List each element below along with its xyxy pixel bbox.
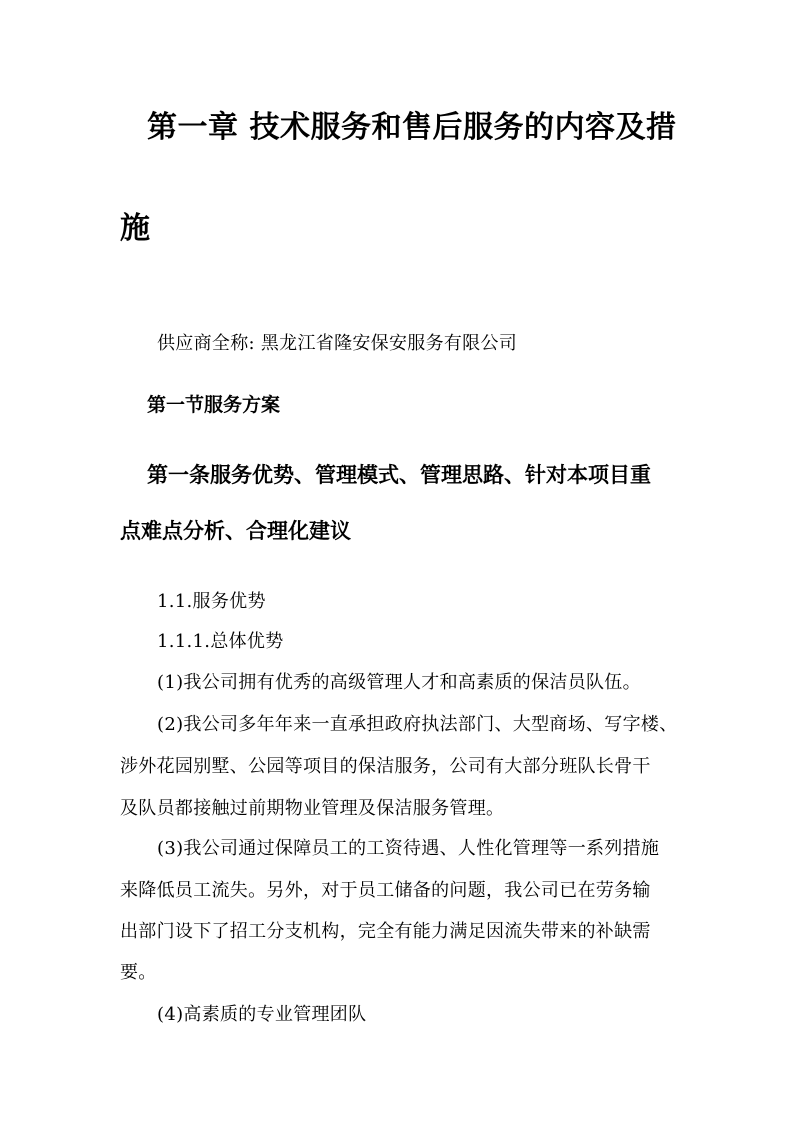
paragraph-item-1: (1)我公司拥有优秀的高级管理人才和高素质的保洁员队伍。 [157,672,641,693]
paragraph-item-3-line-2: 来降低员工流失。另外，对于员工储备的问题，我公司已在劳务输 [120,880,651,901]
paragraph-item-3-line-1: (3)我公司通过保障员工的工资待遇、人性化管理等一系列措施 [157,838,660,859]
paragraph-item-3-line-4: 要。 [120,962,157,983]
paragraph-item-2-line-1: (2)我公司多年年来一直承担政府执法部门、大型商场、写字楼、 [157,714,678,735]
supplier-name: 供应商全称: 黑龙江省隆安保安服务有限公司 [157,333,518,354]
heading-1-1-1: 1.1.1.总体优势 [157,631,284,652]
heading-1-1: 1.1.服务优势 [157,591,266,612]
chapter-title-line-2: 施 [120,211,151,246]
article-title-line-2: 点难点分析、合理化建议 [120,518,351,543]
paragraph-item-2-line-3: 及队员都接触过前期物业管理及保洁服务管理。 [120,798,505,819]
paragraph-item-4: (4)高素质的专业管理团队 [157,1004,367,1025]
chapter-title-line-1: 第一章 技术服务和售后服务的内容及措 [147,110,677,145]
section-title: 第一节服务方案 [147,394,281,416]
paragraph-item-2-line-2: 涉外花园别墅、公园等项目的保洁服务，公司有大部分班队长骨干 [120,756,651,777]
article-title-line-1: 第一条服务优势、管理模式、管理思路、针对本项目重 [147,462,651,487]
paragraph-item-3-line-3: 出部门设下了招工分支机构，完全有能力满足因流失带来的补缺需 [120,921,651,942]
